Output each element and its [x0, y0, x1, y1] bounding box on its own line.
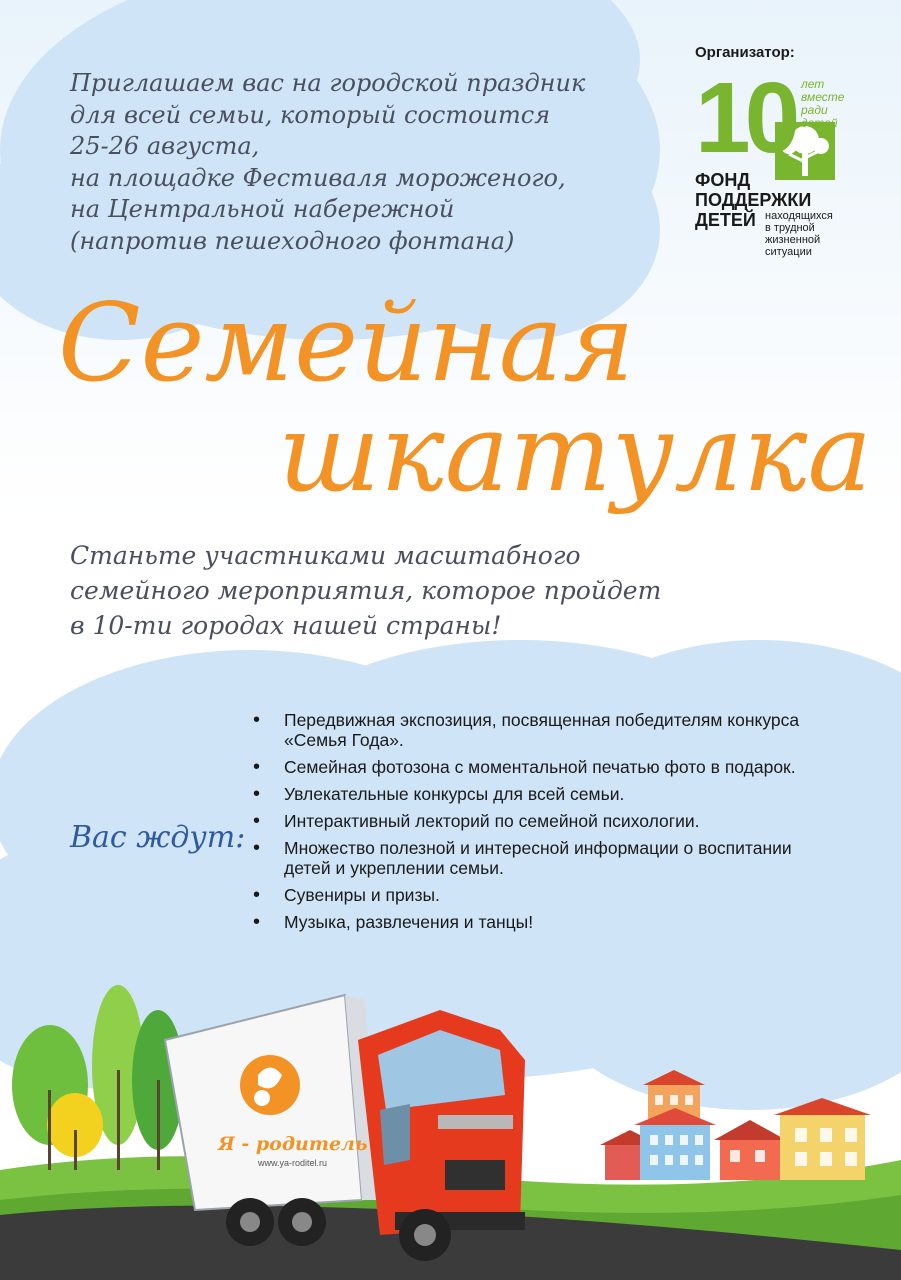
- organizer-sub-line: находящихся: [765, 210, 833, 222]
- organizer-logo-side: [801, 78, 844, 130]
- organizer-sub-line: жизненной: [765, 234, 821, 246]
- invitation-text: [70, 68, 630, 257]
- organizer-label: Организатор:: [695, 44, 795, 61]
- organizer-logo-number: 10: [695, 62, 795, 174]
- logo-side-line: лет: [801, 77, 825, 91]
- awaits-label: Вас ждут:: [70, 820, 246, 855]
- list-item: • Интерактивный лекторий по семейной психологии.: [253, 811, 813, 831]
- invitation-line: Приглашаем вас на городской праздник: [70, 69, 586, 97]
- organizer-name-line: ПОДДЕРЖКИ: [695, 190, 812, 210]
- invitation-line: 25-26 августа,: [70, 132, 260, 160]
- invitation-line: (напротив пешеходного фонтана): [70, 226, 515, 255]
- list-item: • Множество полезной и интересной информации о воспитании детей и укреплении семьи.: [253, 838, 813, 878]
- invitation-line: для всей семьи, который состоится: [70, 100, 551, 129]
- list-item: • Семейная фотозона с моментальной печатью фото в подарок.: [253, 757, 813, 777]
- truck-brand-label: Я - родитель: [218, 1133, 368, 1155]
- list-item: • Увлекательные конкурсы для всей семьи.: [253, 784, 813, 804]
- promo-line: семейного мероприятия, которое пройдет: [70, 576, 662, 605]
- features-list: [253, 710, 813, 939]
- event-title-line2: шкатулка: [278, 391, 872, 516]
- list-item: • Музыка, развлечения и танцы!: [253, 912, 813, 932]
- promo-line: Станьте участниками масштабного: [70, 541, 581, 570]
- list-item: • Передвижная экспозиция, посвященная победителям конкурса «Семья Года».: [253, 710, 813, 750]
- organizer-sub-line: в трудной: [765, 222, 815, 234]
- organizer-subtitle: [765, 210, 833, 258]
- event-title-line1: Семейная: [58, 281, 635, 406]
- logo-side-line: ради: [801, 103, 828, 117]
- invitation-line: на площадке Фестиваля мороженого,: [70, 163, 566, 192]
- invitation-line: на Центральной набережной: [70, 195, 455, 223]
- promo-text: [70, 538, 661, 643]
- organizer-name-line: ФОНД: [695, 170, 751, 190]
- logo-side-line: детей: [801, 116, 838, 130]
- truck-url: www.ya-roditel.ru: [258, 1158, 328, 1168]
- logo-side-line: вместе: [801, 90, 845, 104]
- organizer-name-line: ДЕТЕЙ: [695, 210, 756, 230]
- promo-line: в 10-ти городах нашей страны!: [70, 611, 502, 640]
- organizer-sub-line: ситуации: [765, 246, 812, 258]
- list-item: • Сувениры и призы.: [253, 885, 813, 905]
